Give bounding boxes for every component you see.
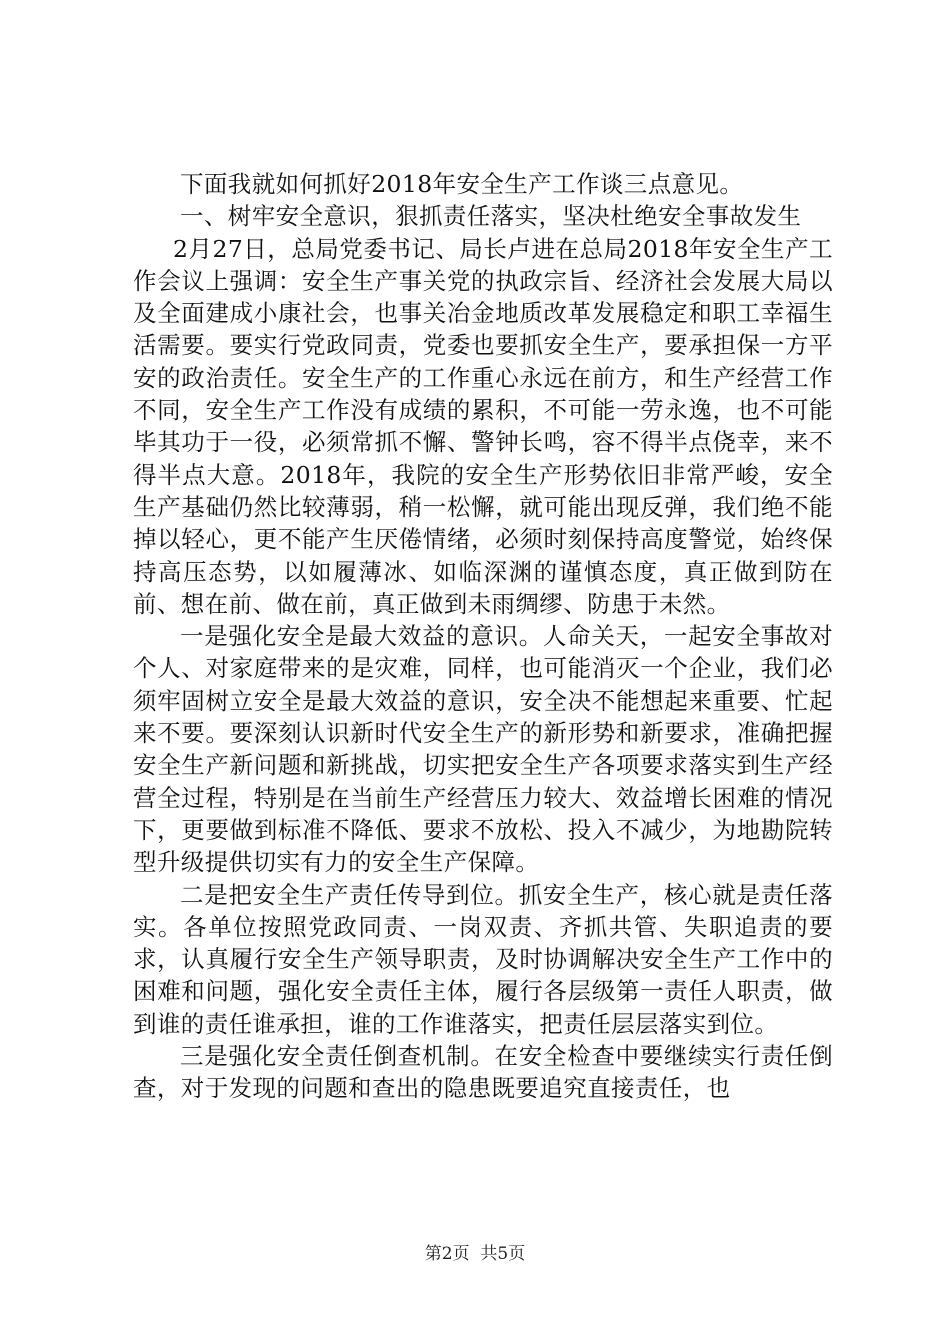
- page-footer: [0, 1242, 950, 1266]
- intro-paragraph: 下面我就如何抓好2018年安全生产工作谈三点意见。: [180, 170, 744, 198]
- body-paragraph: 一是强化安全是最大效益的意识。人命关天，一起安全事故对个人、对家庭带来的是灾难，同样，也可能消灭一个企业，我们必须牢固树立安全是最大效益的意识，安全决不能想起来重要、忙起来不要。要深刻认识新时代安全生产的新形势和新要求，准确把握安全生产新问题和新挑战，切实把安全生产各项要求落实到生产经营全过程，特别是在当前生产经营压力较大、效益增长困难的情况下，更要做到标准不降低、要求不放松、投入不减少，为地勘院转型升级提供切实有力的安全生产保障。: [133, 622, 833, 877]
- body-paragraph: 2月27日，总局党委书记、局长卢进在总局2018年安全生产工作会议上强调：安全生产事关党的执政宗旨、经济社会发展大局以及全面建成小康社会，也事关冶金地质改革发展稳定和职工幸福生活需要。要实行党政同责，党委也要抓安全生产，要承担保一方平安的政治责任。安全生产的工作重心永远在前方，和生产经营工作不同，安全生产工作没有成绩的累积，不可能一劳永逸，也不可能毕其功于一役，必须常抓不懈、警钟长鸣，容不得半点侥幸，来不得半点大意。2018年，我院的安全生产形势依旧非常严峻，安全生产基础仍然比较薄弱，稍一松懈，就可能出现反弹，我们绝不能掉以轻心，更不能产生厌倦情绪，必须时刻保持高度警觉，始终保持高压态势，以如履薄冰、如临深渊的谨慎态度，真正做到防在前、想在前、做在前，真正做到未雨绸缪、防患于未然。: [133, 234, 833, 618]
- page-number: 第2页 共5页: [424, 1244, 526, 1264]
- body-paragraph: 二是把安全生产责任传导到位。抓安全生产，核心就是责任落实。各单位按照党政同责、一岗双责、齐抓共管、失职追责的要求，认真履行安全生产领导职责，及时协调解决安全生产工作中的困难和问题，强化安全责任主体，履行各层级第一责任人职责，做到谁的责任谁承担，谁的工作谁落实，把责任层层落实到位。: [133, 880, 833, 1038]
- document-body: [133, 168, 833, 1105]
- section-heading: 一、树牢安全意识，狠抓责任落实，坚决杜绝安全事故发生: [180, 202, 802, 231]
- body-paragraph: 三是强化安全责任倒查机制。在安全检查中要继续实行责任倒查，对于发现的问题和查出的隐患既要追究直接责任，也: [133, 1042, 833, 1103]
